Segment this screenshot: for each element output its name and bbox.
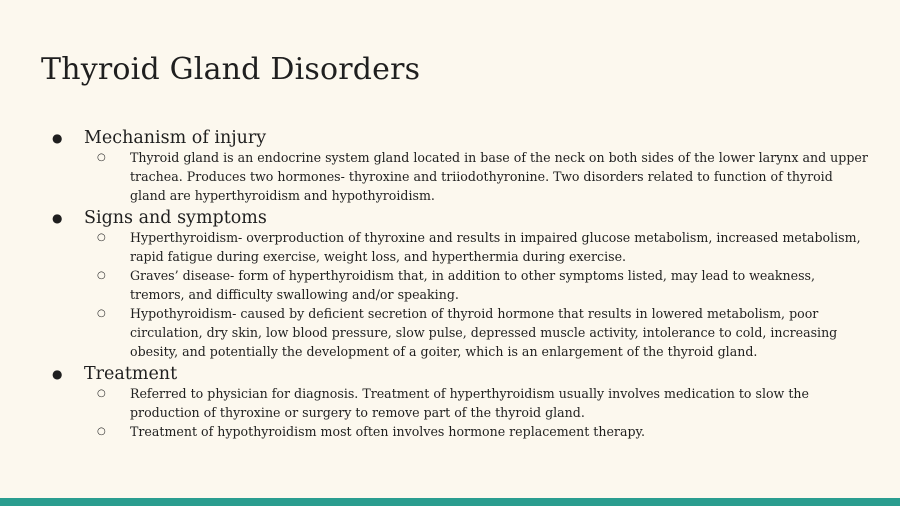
slide-content [50, 125, 870, 441]
list-item-text: Thyroid gland is an endocrine system gland located in base of the neck on both sides of the lower larynx and upper trachea. Produces two hormones- thyroxine and triiodothyronine. Two disorders related to function of thyroid gland are hyperthyroidism and hypothyroidism. [130, 150, 868, 203]
list-item-text: Hypothyroidism- caused by deficient secretion of thyroid hormone that results in lowered metabolism, poor circulation, dry skin, low blood pressure, slow pulse, depressed muscle activity, intolerance to cold, increasing obesity, and potentially the development of a goiter, which is an enlargement of the thyroid gland. [130, 306, 838, 359]
list-item [97, 148, 870, 205]
footer-accent-bar [0, 498, 900, 506]
hollow-bullet-icon: ○ [97, 308, 106, 319]
section-heading: Mechanism of injury [84, 128, 267, 148]
list-item [97, 266, 870, 304]
list-item [97, 422, 870, 441]
bullet-icon: ● [52, 131, 63, 145]
section-heading: Treatment [84, 364, 178, 384]
bullet-icon: ● [52, 367, 63, 381]
hollow-bullet-icon: ○ [97, 232, 106, 243]
slide-title: Thyroid Gland Disorders [41, 52, 421, 87]
list-item [97, 384, 870, 422]
list-item [97, 304, 870, 361]
hollow-bullet-icon: ○ [97, 152, 106, 163]
section-mechanism-of-injury [50, 128, 870, 148]
hollow-bullet-icon: ○ [97, 270, 106, 281]
list-item-text: Hyperthyroidism- overproduction of thyroxine and results in impaired glucose metabolism, increased metabolism, rapid fatigue during exercise, weight loss, and hyperthermia during exercise. [130, 230, 861, 264]
list-item-text: Referred to physician for diagnosis. Treatment of hyperthyroidism usually involves medication to slow the production of thyroxine or surgery to remove part of the thyroid gland. [130, 386, 809, 420]
list-item-text: Treatment of hypothyroidism most often involves hormone replacement therapy. [130, 424, 645, 439]
list-item [97, 228, 870, 266]
section-treatment [50, 364, 870, 384]
section-heading: Signs and symptoms [84, 208, 267, 228]
hollow-bullet-icon: ○ [97, 426, 106, 437]
section-signs-and-symptoms [50, 208, 870, 228]
hollow-bullet-icon: ○ [97, 388, 106, 399]
list-item-text: Graves’ disease- form of hyperthyroidism that, in addition to other symptoms listed, may lead to weakness, tremors, and difficulty swallowing and/or speaking. [130, 268, 816, 302]
bullet-icon: ● [52, 211, 63, 225]
